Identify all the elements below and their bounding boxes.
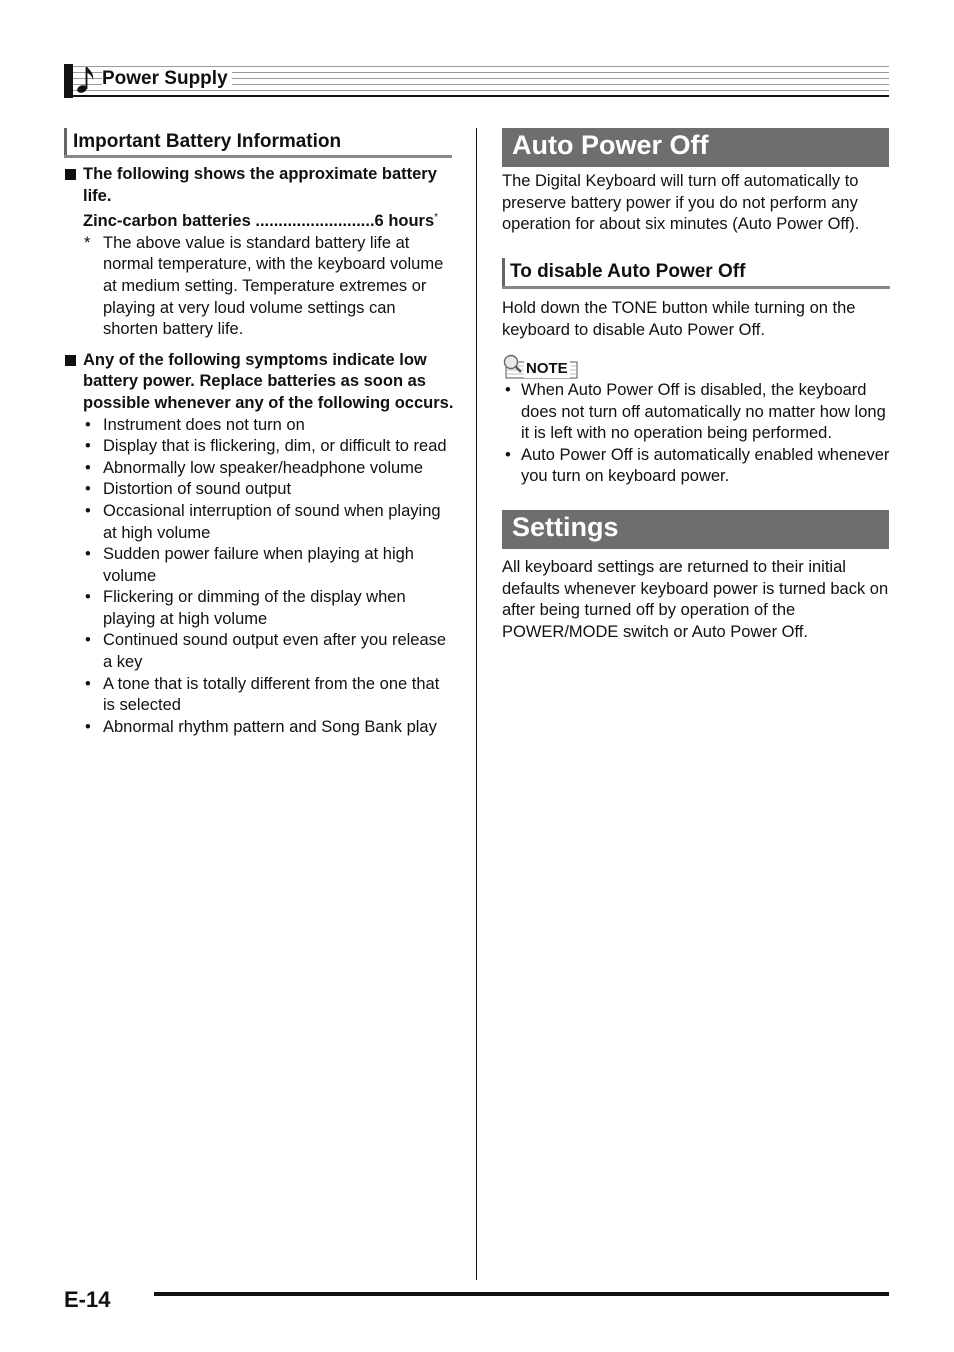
low-battery-title: Any of the following symptoms indicate low battery power. Replace batteries as soon as possible whenever any of the following occurs. [83,350,454,412]
note-list [502,380,892,488]
symptom-item [64,717,454,739]
symptom-item [64,587,454,630]
low-battery-item [64,350,454,415]
music-note-icon [76,63,96,95]
note-label [502,354,580,380]
section-heading-battery [64,128,452,158]
settings-heading [502,510,889,549]
square-bullet-icon [65,355,76,366]
note-item [502,445,892,488]
disable-heading-text: To disable Auto Power Off [510,261,746,282]
bullet-icon: • [85,631,91,650]
bullet-icon: • [85,415,91,434]
square-bullet-icon [65,169,76,180]
section-heading-text: Important Battery Information [73,131,342,152]
symptom-item-text: Occasional interruption of sound when playing at high volume [103,501,441,542]
battery-life-item [64,164,454,233]
auto-power-off-heading [502,128,889,167]
note-item-text: Auto Power Off is automatically enabled whenever you turn on keyboard power. [521,445,890,486]
symptom-list [64,415,454,739]
symptom-item-text: Instrument does not turn on [103,415,305,434]
battery-footnote-text: The above value is standard battery life at normal temperature, with the keyboard volume at medium setting. Temperature extremes or playing at very loud volume settings can shorten battery life. [103,233,444,339]
battery-life-spec: Zinc-carbon batteries ..........................6 hours* [83,212,439,231]
bullet-icon: • [85,458,91,477]
symptom-item [64,674,454,717]
column-divider [476,128,477,1280]
symptom-item [64,544,454,587]
note-text: NOTE [526,360,568,377]
bullet-icon: • [85,717,91,736]
disable-auto-power-off-heading [502,258,890,289]
header-title: Power Supply [102,68,232,90]
bullet-icon: • [85,545,91,564]
footnote-asterisk: * [84,233,91,252]
note-item [502,380,892,445]
footnote-marker: * [434,212,439,224]
bullet-icon: • [505,445,511,464]
disable-auto-power-off-body: Hold down the TONE button while turning on the keyboard to disable Auto Power Off. [502,299,856,339]
bullet-icon: • [85,501,91,520]
settings-body: All keyboard settings are returned to their initial defaults whenever keyboard power is turned back on after being turned off by operation of the POWER/MODE switch or Auto Power Off. [502,558,889,641]
battery-footnote [64,233,454,341]
symptom-item [64,479,454,501]
symptom-item-text: Abnormal rhythm pattern and Song Bank play [103,717,437,736]
bullet-icon: • [85,480,91,499]
symptom-item-text: Distortion of sound output [103,480,292,499]
battery-life-title: The following shows the approximate battery life. [83,165,437,205]
auto-power-off-heading-text: Auto Power Off [512,130,709,160]
bullet-icon: • [85,588,91,607]
bullet-icon: • [85,437,91,456]
symptom-item-text: A tone that is totally different from the one that is selected [103,674,440,715]
symptom-item [64,415,454,437]
symptom-item [64,630,454,673]
symptom-item-text: Abnormally low speaker/headphone volume [103,458,424,477]
symptom-item [64,501,454,544]
auto-power-off-body: The Digital Keyboard will turn off automatically to preserve battery power if you do not perform any operation for about six minutes (Auto Power Off). [502,172,860,234]
symptom-item [64,458,454,480]
footer-rule [154,1292,889,1296]
header-rule [64,95,889,97]
note-item-text: When Auto Power Off is disabled, the keyboard does not turn off automatically no matter how long it is left with no operation being performed. [521,381,886,443]
note-body [502,380,892,488]
settings-heading-text: Settings [512,512,619,542]
symptom-item-text: Sudden power failure when playing at high volume [103,545,414,585]
bullet-icon: • [85,674,91,693]
symptom-item-text: Display that is flickering, dim, or difficult to read [103,437,447,456]
header-bar [64,64,73,98]
symptom-item-text: Continued sound output even after you release a key [103,631,447,672]
bullet-icon: • [505,381,511,399]
battery-info-body [64,164,454,738]
symptom-item-text: Flickering or dimming of the display when playing at high volume [103,588,406,628]
symptom-item [64,436,454,458]
page-number: E-14 [64,1287,111,1312]
